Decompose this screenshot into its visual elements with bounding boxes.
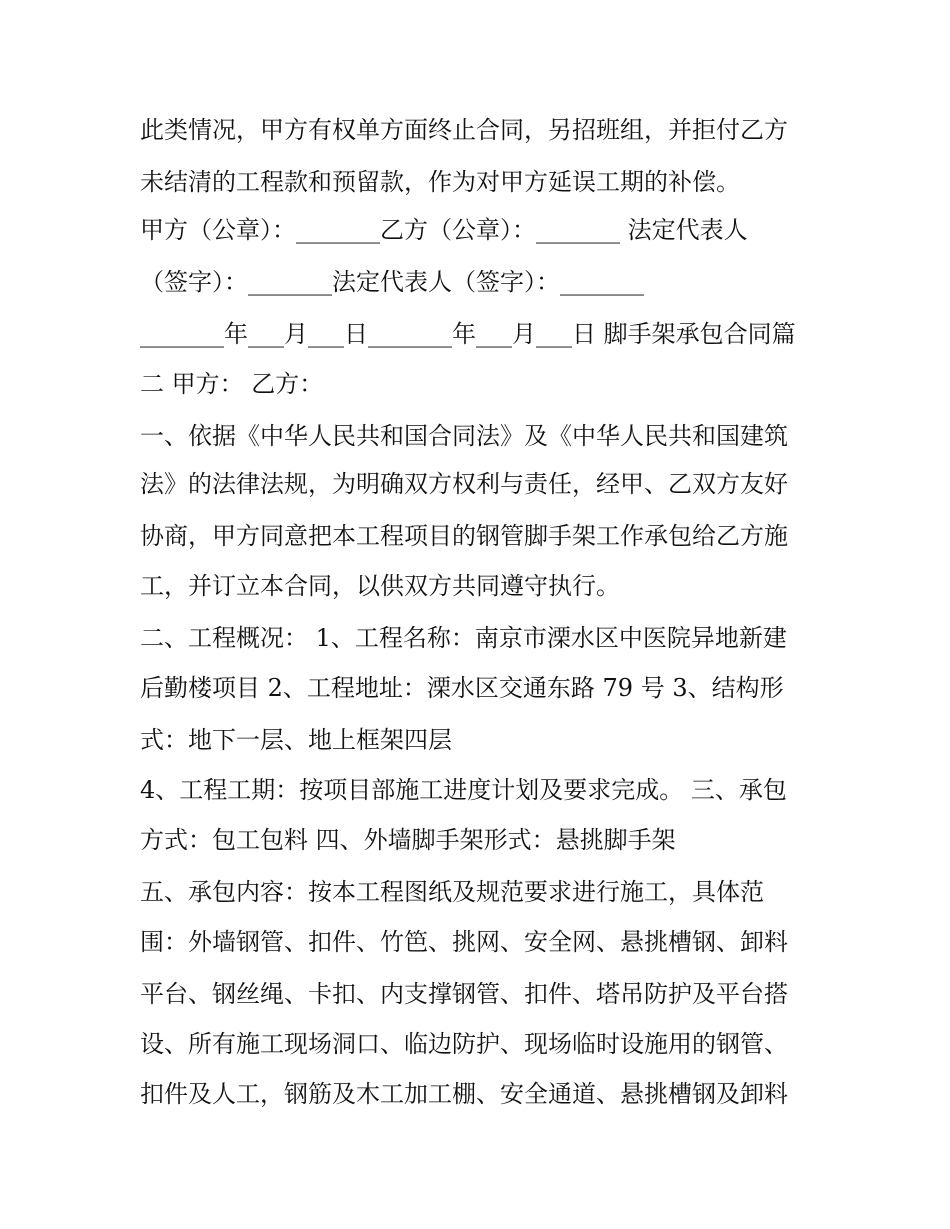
text-line: 围：外墙钢管、扣件、竹笆、挑网、安全网、悬挑槽钢、卸料: [140, 928, 788, 956]
text-line: 4、工程工期：按项目部施工进度计划及要求完成。 三、承包: [140, 776, 787, 804]
text-line: _______年___月___日_______年___月___日 脚手架承包合同篇: [140, 320, 796, 348]
text-line: 五、承包内容：按本工程图纸及规范要求进行施工，具体范: [140, 878, 764, 906]
text-line: （签字）：_______法定代表人（签字）：_______: [140, 268, 644, 296]
text-line: 平台、钢丝绳、卡扣、内支撑钢管、扣件、塔吊防护及平台搭: [140, 980, 788, 1008]
text-line: 工，并订立本合同，以供双方共同遵守执行。: [140, 572, 620, 600]
text-line: 法》的法律法规，为明确双方权利与责任，经甲、乙双方友好: [140, 470, 788, 498]
text-line: 二 甲方： 乙方：: [140, 370, 324, 398]
text-line: 未结清的工程款和预留款，作为对甲方延误工期的补偿。: [140, 168, 740, 196]
text-line: 后勤楼项目 2、工程地址：溧水区交通东路 79 号 3、结构形: [140, 674, 784, 702]
text-line: 一、依据《中华人民共和国合同法》及《中华人民共和国建筑: [140, 422, 788, 450]
text-line: 此类情况，甲方有权单方面终止合同，另招班组，并拒付乙方: [140, 116, 788, 144]
text-line: 式：地下一层、地上框架四层: [140, 726, 452, 754]
text-line: 二、工程概况： 1、工程名称：南京市溧水区中医院异地新建: [140, 624, 787, 652]
text-line: 甲方（公章）：_______乙方（公章）：_______ 法定代表人: [140, 216, 748, 244]
text-line: 扣件及人工，钢筋及木工加工棚、安全通道、悬挑槽钢及卸料: [140, 1080, 788, 1108]
text-line: 设、所有施工现场洞口、临边防护、现场临时设施用的钢管、: [140, 1030, 788, 1058]
text-line: 方式：包工包料 四、外墙脚手架形式：悬挑脚手架: [140, 826, 676, 854]
text-line: 协商，甲方同意把本工程项目的钢管脚手架工作承包给乙方施: [140, 522, 788, 550]
